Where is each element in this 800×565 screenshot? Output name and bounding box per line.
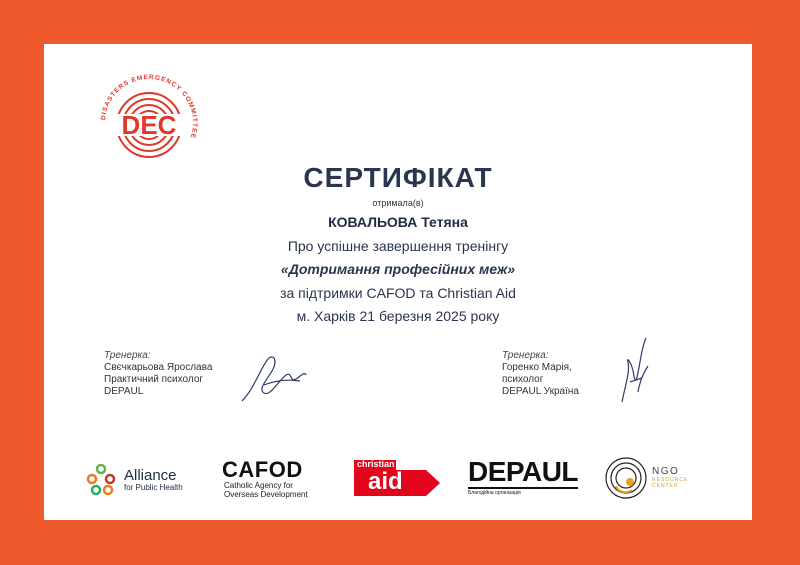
trainer-block-1 — [104, 350, 212, 398]
certificate-title: СЕРТИФІКАТ — [303, 162, 493, 193]
cafod-sub1: Catholic Agency for — [224, 481, 293, 490]
ngo-name: NGO — [652, 466, 680, 477]
received-label: отримала(в) — [372, 198, 424, 208]
ngo-icon — [604, 456, 648, 500]
signature-1 — [234, 349, 314, 409]
depaul-sub: Благодійна організація — [468, 490, 521, 496]
support-line: за підтримки CAFOD та Christian Aid — [280, 285, 516, 301]
trainer-role: психолог — [502, 374, 544, 385]
recipient-name: КОВАЛЬОВА Тетяна — [328, 214, 468, 230]
trainer-label: Тренерка: — [104, 350, 151, 361]
trainer-name: Горенко Марія, — [502, 362, 572, 373]
christian-aid-logo — [354, 460, 440, 496]
cafod-logo — [222, 459, 308, 499]
trainer-label: Тренерка: — [502, 350, 549, 361]
depaul-logo — [468, 458, 578, 496]
completion-line: Про успішне завершення тренінгу — [287, 238, 509, 254]
alliance-icon — [84, 462, 118, 496]
training-title: «Дотримання професійних меж» — [280, 261, 516, 277]
ngo-sub1: RESOURCE — [652, 477, 689, 483]
christian-aid-top: christian — [357, 459, 395, 469]
alliance-sub: for Public Health — [124, 483, 183, 492]
cafod-name: CAFOD — [222, 457, 303, 482]
certificate-paper — [44, 44, 752, 520]
dec-letters: DEC — [121, 110, 177, 140]
alliance-logo — [124, 468, 183, 492]
trainer-name: Свєчкарьова Ярослава — [104, 362, 213, 373]
christian-aid-main: aid — [368, 468, 403, 495]
trainer-role: Практичний психолог — [104, 374, 204, 385]
dec-ring-text: DISASTERS EMERGENCY COMMITTEE — [100, 73, 199, 140]
trainer-block-2 — [502, 350, 579, 398]
trainer-org: DEPAUL — [104, 386, 144, 397]
signature-2 — [612, 332, 662, 412]
alliance-name: Alliance — [124, 467, 177, 484]
depaul-name: DEPAUL — [468, 456, 579, 487]
depaul-underline — [468, 487, 578, 489]
place-date-line: м. Харків 21 березня 2025 року — [296, 308, 500, 324]
ngo-logo — [652, 466, 688, 489]
cafod-sub2: Overseas Development — [224, 490, 308, 499]
trainer-org: DEPAUL Україна — [502, 386, 579, 397]
ngo-sub2: CENTER — [652, 483, 679, 489]
